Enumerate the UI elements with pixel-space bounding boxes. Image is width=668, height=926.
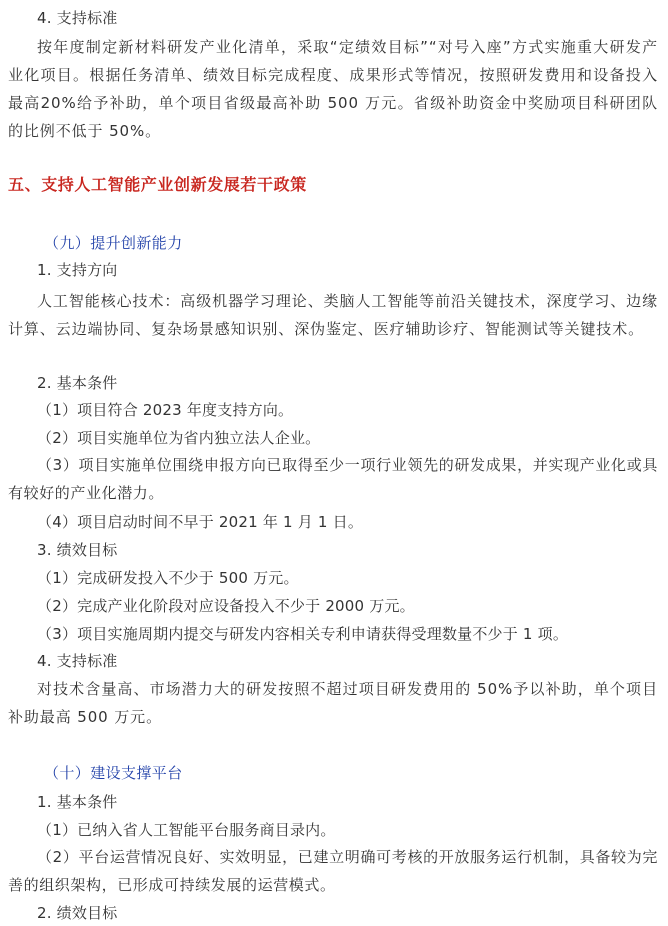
condition-item: （1）项目符合 2023 年度支持方向。 bbox=[37, 401, 294, 419]
basic-conditions-heading: 1. 基本条件 bbox=[37, 793, 118, 811]
goal-item: （3）项目实施周期内提交与研发内容相关专利申请获得受理数量不少于 1 项。 bbox=[37, 625, 569, 643]
support-standard-paragraph: 对技术含量高、市场潜力大的研发按照不超过项目研发费用的 50%予以补助，单个项目补助最高 500 万元。 bbox=[8, 680, 658, 726]
support-direction-heading: 1. 支持方向 bbox=[37, 261, 118, 279]
condition-item: （4）项目启动时间不早于 2021 年 1 月 1 日。 bbox=[37, 513, 364, 531]
performance-goals-heading: 2. 绩效目标 bbox=[37, 904, 118, 922]
subsection-title-innovation: （九）提升创新能力 bbox=[44, 234, 183, 252]
performance-goals-heading: 3. 绩效目标 bbox=[37, 541, 118, 559]
section-title-ai-policy: 五、支持人工智能产业创新发展若干政策 bbox=[8, 175, 307, 194]
goal-item: （1）完成研发投入不少于 500 万元。 bbox=[37, 569, 299, 587]
condition-item: （3）项目实施单位围绕申报方向已取得至少一项行业领先的研发成果，并实现产业化或具有较好的产业化潜力。 bbox=[8, 456, 658, 502]
support-direction-paragraph: 人工智能核心技术：高级机器学习理论、类脑人工智能等前沿关键技术，深度学习、边缘计算、云边端协同、复杂场景感知识别、深伪鉴定、医疗辅助诊疗、智能测试等关键技术。 bbox=[8, 292, 658, 338]
subsection-title-platform: （十）建设支撑平台 bbox=[44, 764, 183, 782]
condition-item: （1）已纳入省人工智能平台服务商目录内。 bbox=[37, 821, 336, 839]
condition-item: （2）平台运营情况良好、实效明显，已建立明确可考核的开放服务运行机制，具备较为完善的组织架构，已形成可持续发展的运营模式。 bbox=[8, 848, 658, 894]
basic-conditions-heading: 2. 基本条件 bbox=[37, 374, 118, 392]
support-standard-heading: 4. 支持标准 bbox=[37, 9, 118, 27]
condition-item: （2）项目实施单位为省内独立法人企业。 bbox=[37, 429, 321, 447]
support-standard-paragraph: 按年度制定新材料研发产业化清单，采取“定绩效目标”“对号入座”方式实施重大研发产业化项目。根据任务清单、绩效目标完成程度、成果形式等情况，按照研发费用和设备投入最高20%给予补助，单个项目省级最高补助 500 万元。省级补助资金中奖励项目科研团队的比例不低于 50%。 bbox=[8, 38, 658, 140]
goal-item: （2）完成产业化阶段对应设备投入不少于 2000 万元。 bbox=[37, 597, 415, 615]
support-standard-heading: 4. 支持标准 bbox=[37, 652, 118, 670]
